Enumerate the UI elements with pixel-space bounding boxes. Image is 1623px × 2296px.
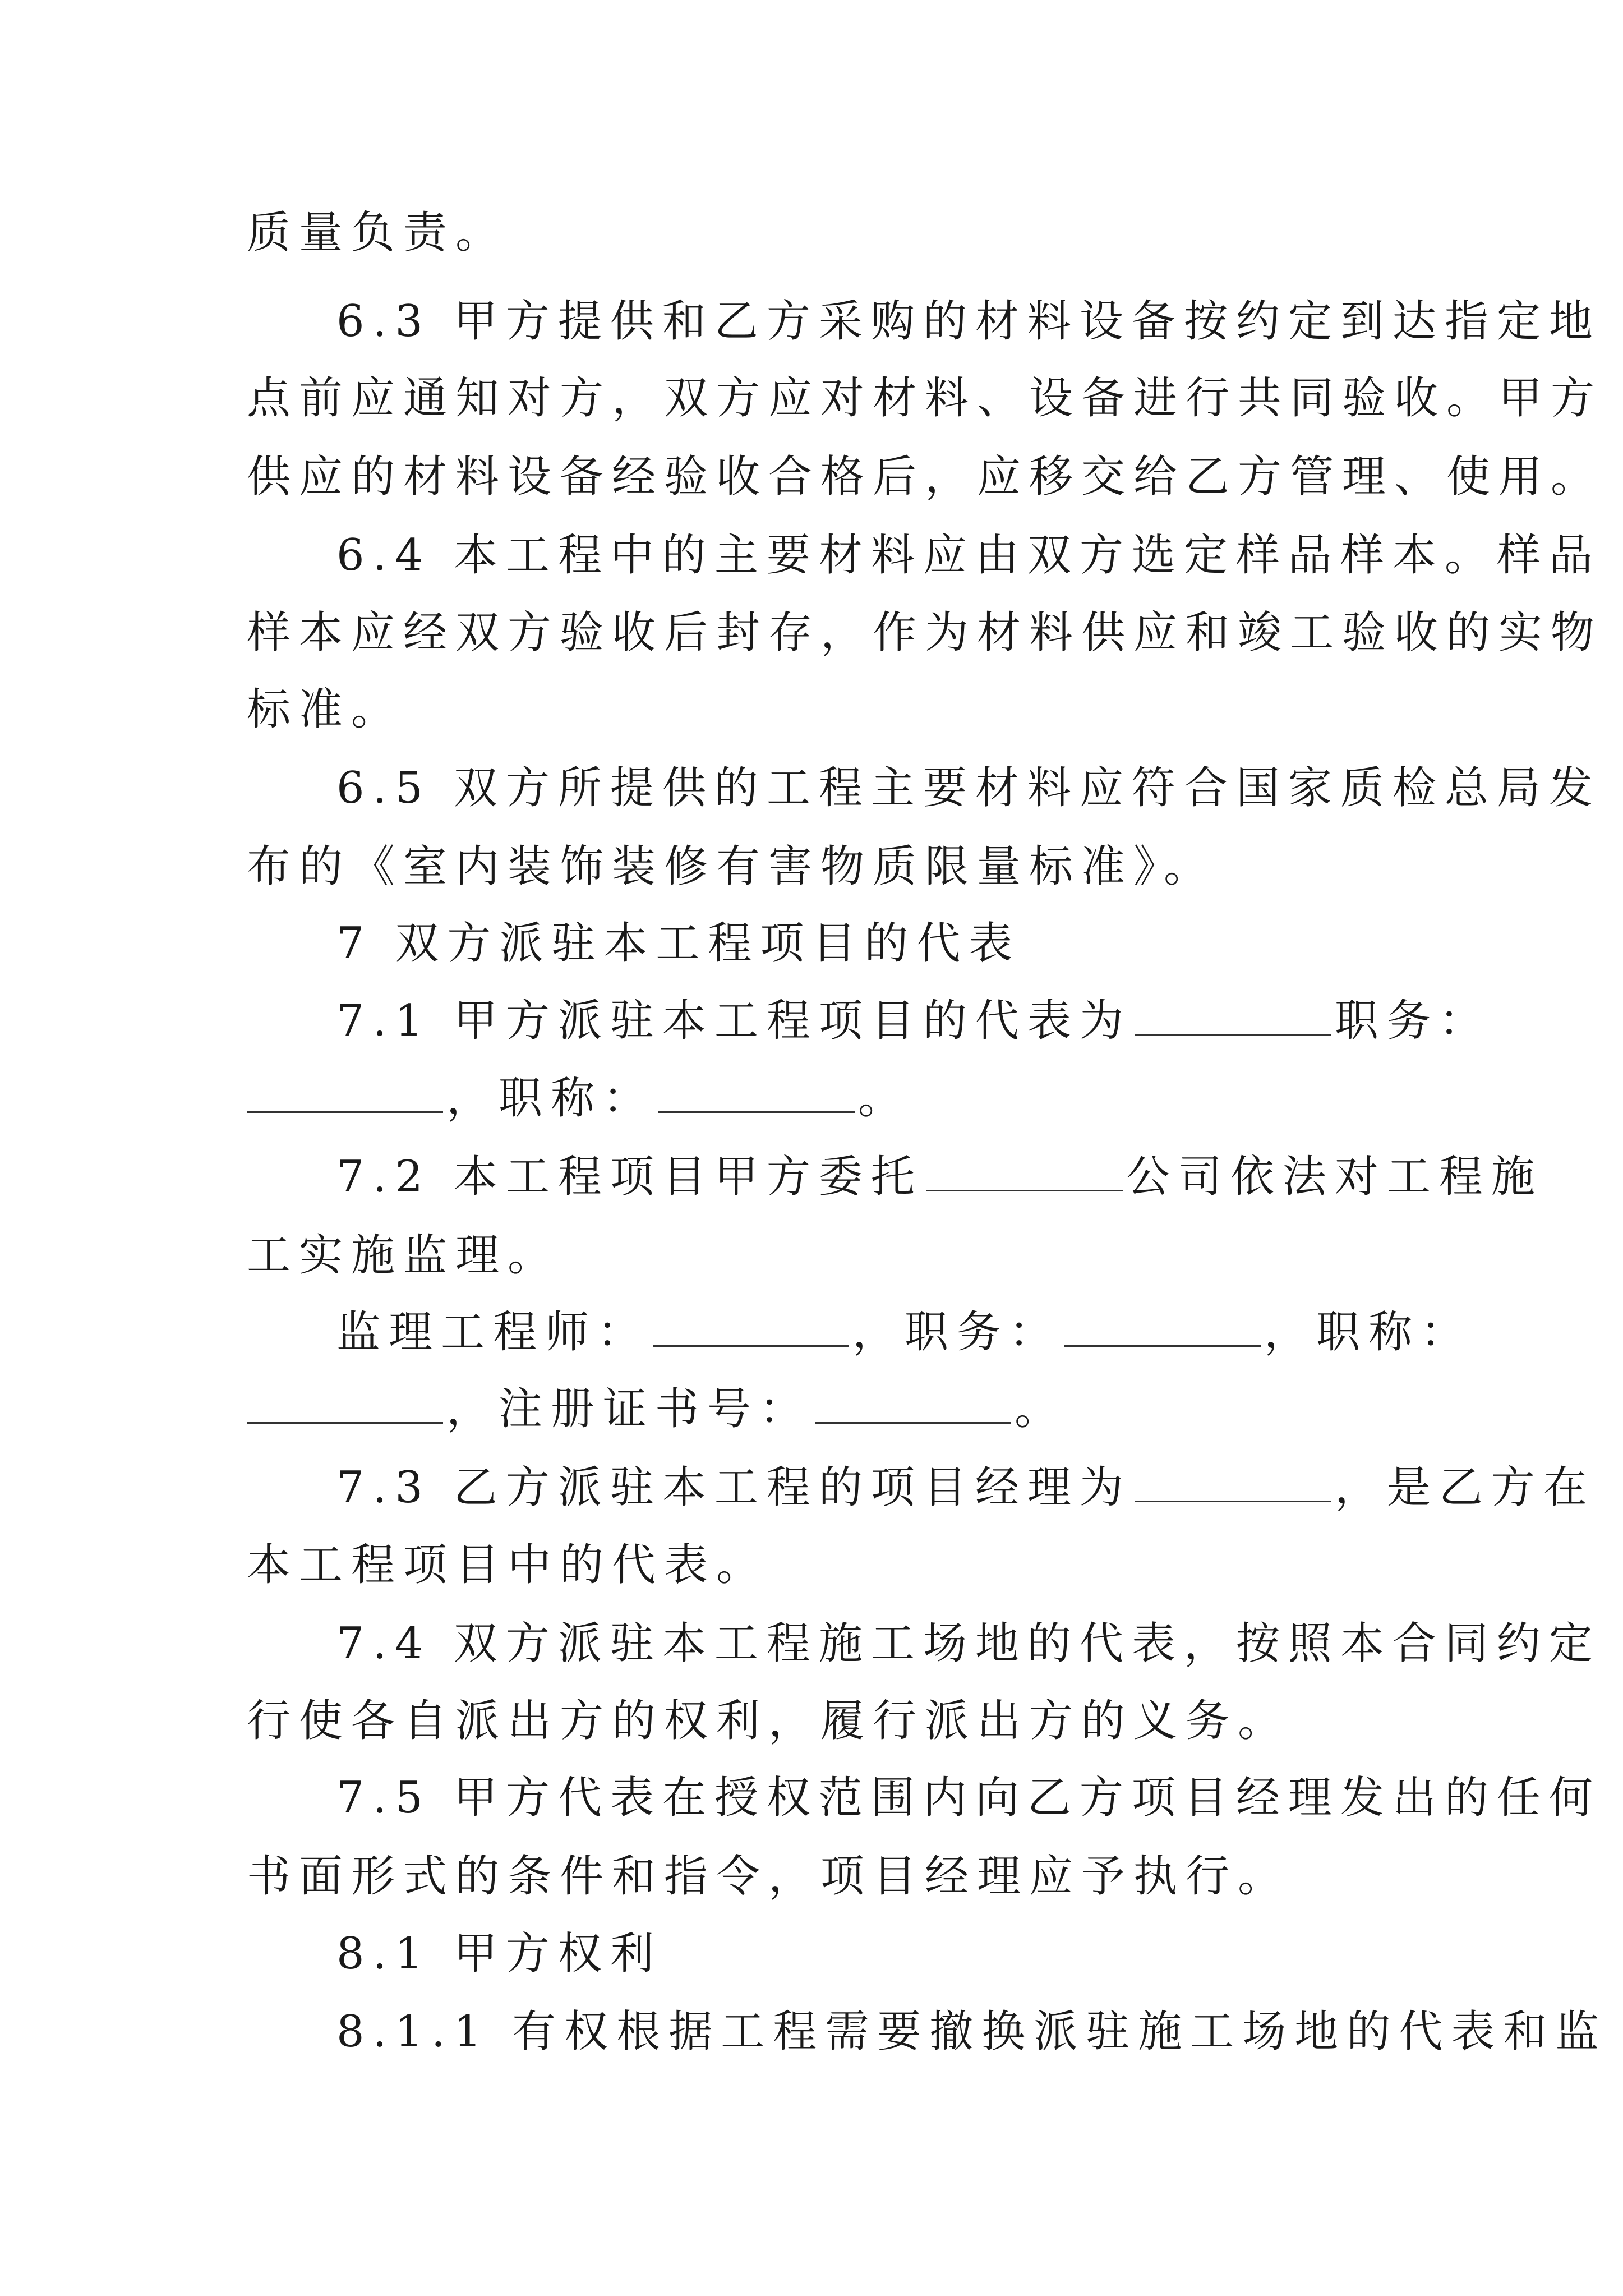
clause-6-4: 6.4 本工程中的主要材料应由双方选定样品样本。样品 <box>336 530 1601 581</box>
clause-7-3 <box>336 1460 1596 1516</box>
text-fragment: 7.2 本工程项目甲方委托 <box>336 1152 923 1202</box>
fill-in-blank[interactable] <box>247 1072 443 1113</box>
text-fragment: ，注册证书号： <box>446 1384 812 1434</box>
text-fragment: 7.3 乙方派驻本工程的项目经理为 <box>336 1462 1132 1513</box>
fill-in-blank[interactable] <box>247 1383 443 1424</box>
clause-7-4: 7.4 双方派驻本工程施工场地的代表，按照本合同约定 <box>336 1618 1601 1669</box>
text-line: 书面形式的条件和指令，项目经理应予执行。 <box>247 1851 1290 1902</box>
fill-in-blank[interactable] <box>815 1383 1011 1424</box>
fill-in-blank[interactable] <box>1064 1306 1261 1347</box>
text-fragment: ，职称： <box>446 1073 656 1124</box>
text-line <box>247 1381 1067 1437</box>
text-line <box>247 1070 910 1126</box>
clause-7-2 <box>336 1149 1543 1205</box>
text-fragment: 。 <box>1015 1384 1067 1434</box>
text-line: 样本应经双方验收后封存，作为材料供应和竣工验收的实物 <box>247 608 1603 658</box>
text-line: 行使各自派出方的权利，履行派出方的义务。 <box>247 1696 1290 1746</box>
text-line: 点前应通知对方，双方应对材料、设备进行共同验收。甲方 <box>247 373 1603 424</box>
clause-7-1 <box>336 993 1491 1049</box>
text-line: 标准。 <box>247 684 404 735</box>
clause-8-1-1: 8.1.1 有权根据工程需要撤换派驻施工场地的代表和监 <box>336 2007 1608 2057</box>
section-8-1-heading: 8.1 甲方权利 <box>336 1929 662 1979</box>
fill-in-blank[interactable] <box>1135 995 1331 1036</box>
text-line: 本工程项目中的代表。 <box>247 1540 769 1590</box>
text-fragment: 7.1 甲方派驻本工程项目的代表为 <box>336 996 1132 1046</box>
text-line: 工实施监理。 <box>247 1230 560 1281</box>
text-fragment: ，是乙方在 <box>1334 1462 1596 1513</box>
text-line: 供应的材料设备经验收合格后，应移交给乙方管理、使用。 <box>247 452 1603 502</box>
text-fragment: 。 <box>858 1073 911 1124</box>
supervisor-line <box>336 1304 1473 1360</box>
fill-in-blank[interactable] <box>926 1151 1123 1191</box>
fill-in-blank[interactable] <box>653 1306 849 1347</box>
text-fragment: 职务： <box>1334 996 1491 1046</box>
clause-6-5: 6.5 双方所提供的工程主要材料应符合国家质检总局发 <box>336 763 1601 813</box>
fill-in-blank[interactable] <box>658 1072 855 1113</box>
text-fragment: 公司依法对工程施 <box>1126 1152 1543 1202</box>
section-7-heading: 7 双方派驻本工程项目的代表 <box>336 918 1021 969</box>
text-fragment: ，职务： <box>852 1307 1062 1358</box>
fill-in-blank[interactable] <box>1135 1461 1331 1502</box>
text-fragment: 监理工程师： <box>336 1307 650 1358</box>
text-line: 布的《室内装饰装修有害物质限量标准》。 <box>247 841 1216 892</box>
clause-6-3: 6.3 甲方提供和乙方采购的材料设备按约定到达指定地 <box>336 296 1601 347</box>
clause-7-5: 7.5 甲方代表在授权范围内向乙方项目经理发出的任何 <box>336 1773 1601 1823</box>
text-line: 质量负责。 <box>247 208 508 258</box>
text-fragment: ，职称： <box>1264 1307 1473 1358</box>
